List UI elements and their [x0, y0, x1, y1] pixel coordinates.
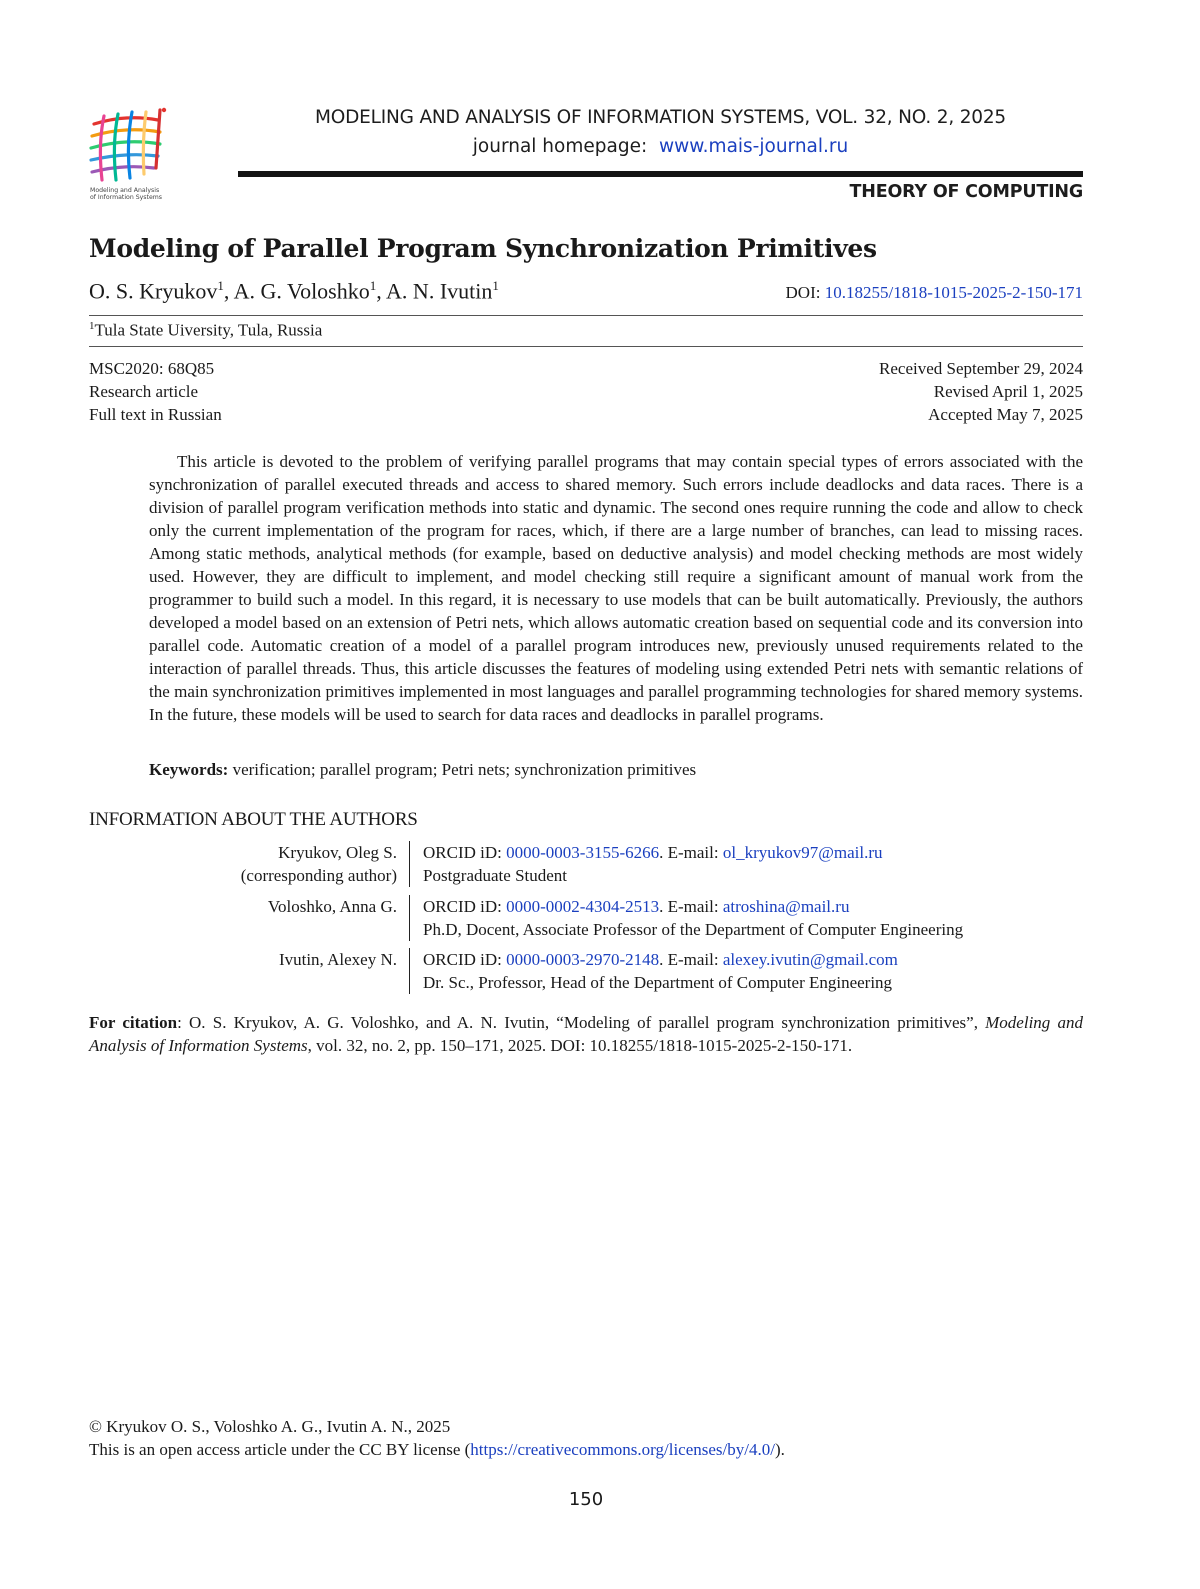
keywords: [149, 760, 696, 780]
keywords-label: Keywords:: [149, 760, 229, 779]
author-position: Postgraduate Student: [423, 866, 568, 885]
citation-text: : O. S. Kryukov, A. G. Voloshko, and A. N. Ivutin, “Modeling of parallel program synchronization primitives”,: [177, 1013, 986, 1032]
orcid-link[interactable]: 0000-0003-3155-6266: [506, 843, 660, 862]
license-text: This is an open access article under the CC BY license (: [89, 1440, 471, 1459]
author-info-name: Voloshko, Anna G.: [267, 897, 397, 916]
email-label: E-mail:: [667, 843, 719, 862]
email-label: E-mail:: [667, 950, 719, 969]
msc-code: MSC2020: 68Q85: [89, 359, 215, 378]
author-contacts: ORCID iD: 0000-0003-3155-6266. E-mail: ol_kryukov97@mail.ru: [423, 843, 883, 862]
orcid-link[interactable]: 0000-0003-2970-2148: [506, 950, 660, 969]
author-separator: ,: [223, 278, 234, 304]
journal-logo-graphic: [86, 104, 172, 202]
email-label: E-mail:: [667, 897, 719, 916]
revised-date: Revised April 1, 2025: [933, 382, 1083, 401]
author-position: Dr. Sc., Professor, Head of the Department of Computer Engineering: [423, 973, 893, 992]
author-affiliation-sup: 1: [217, 278, 224, 293]
citation-journal: Modeling and Analysis of Information Systems: [89, 1013, 1083, 1055]
homepage-label: journal homepage:: [472, 136, 648, 157]
author-info-note: (corresponding author): [240, 866, 397, 885]
divider: [89, 346, 1083, 347]
author-separator: ,: [376, 278, 387, 304]
author-contacts: ORCID iD: 0000-0003-2970-2148. E-mail: alexey.ivutin@gmail.com: [423, 950, 898, 969]
author-position: Ph.D, Docent, Associate Professor of the Department of Computer Engineering: [423, 920, 964, 939]
email-link[interactable]: ol_kryukov97@mail.ru: [722, 843, 883, 862]
author-contacts: ORCID iD: 0000-0002-4304-2513. E-mail: atroshina@mail.ru: [423, 897, 850, 916]
author-info-entry: [89, 948, 1083, 994]
copyright-notice: [89, 1415, 785, 1461]
email-link[interactable]: alexey.ivutin@gmail.com: [722, 950, 898, 969]
author-info-bar: [409, 841, 410, 887]
citation-details: , vol. 32, no. 2, pp. 150–171, 2025. DOI: 10.18255/1818-1015-2025-2-150-171.: [307, 1036, 853, 1055]
doi-label: DOI:: [785, 283, 821, 302]
doi-line: [786, 283, 1083, 303]
affiliation-sup: 1: [89, 320, 95, 332]
author-affiliation-sup: 1: [369, 278, 377, 293]
received-date: Received September 29, 2024: [879, 359, 1083, 378]
article-dates: [879, 357, 1083, 426]
authors-info-heading: INFORMATION ABOUT THE AUTHORS: [89, 809, 418, 830]
author-name: A. N. Ivutin: [386, 278, 493, 304]
affiliation: [89, 320, 322, 341]
divider: [89, 315, 1083, 316]
logo-caption-line1: Modeling and Analysis: [90, 187, 160, 194]
page-number: 150: [568, 1489, 604, 1510]
author-info-entry: [89, 841, 1083, 887]
author-list: [89, 278, 499, 304]
author-info-entry: [89, 895, 1083, 941]
orcid-link[interactable]: 0000-0002-4304-2513: [506, 897, 660, 916]
article-meta-left: [89, 357, 222, 426]
author-info-bar: [409, 948, 410, 994]
orcid-label: ORCID iD:: [423, 843, 502, 862]
license-link[interactable]: https://creativecommons.org/licenses/by/4.0/: [470, 1440, 775, 1459]
license-close: ).: [774, 1440, 785, 1459]
email-link[interactable]: atroshina@mail.ru: [722, 897, 850, 916]
license-line: [89, 1438, 785, 1461]
logo-caption-line2: of Information Systems: [90, 194, 163, 201]
author-name: O. S. Kryukov: [89, 278, 218, 304]
author-info-bar: [409, 895, 410, 941]
abstract: This article is devoted to the problem of verifying parallel programs that may contain special types of errors associated with the synchronization of parallel executed threads and access to shared memory. Such errors include deadlocks and data races. There is a division of parallel program verification methods into static and dynamic. The second ones require running the code and allow to check only the current implementation of the program for races, which, if there are a large number of branches, can lead to missing races. Among static methods, analytical methods (for example, based on deductive analysis) and model checking methods are most widely used. However, they are difficult to implement, and model checking still require a significant amount of manual work from the programmer to build such a model. In this regard, it is necessary to use models that can be built automatically. Previously, the authors developed a model based on an extension of Petri nets, which allows automatic creation based on sequential code and its conversion into parallel code. Automatic creation of a model of a parallel program introduces new, previously unused requirements related to the interaction of parallel threads. Thus, this article discusses the features of modeling using extended Petri nets with semantic relations of the main synchronization primitives implemented in most languages and parallel programming technologies for shared memory systems. In the future, these models will be used to search for data races and deadlocks in parallel programs.: [149, 452, 1083, 724]
keywords-text: verification; parallel program; Petri nets; synchronization primitives: [232, 760, 697, 779]
author-info-name: Ivutin, Alexey N.: [278, 950, 397, 969]
section-label: THEORY OF COMPUTING: [849, 182, 1083, 202]
homepage-link[interactable]: www.mais-journal.ru: [658, 136, 849, 157]
journal-title-line: MODELING AND ANALYSIS OF INFORMATION SYSTEMS, VOL. 32, NO. 2, 2025: [314, 107, 1006, 128]
copyright-line: © Kryukov O. S., Voloshko A. G., Ivutin A. N., 2025: [89, 1417, 451, 1436]
affiliation-text: Tula State Uiversity, Tula, Russia: [94, 320, 323, 340]
orcid-label: ORCID iD:: [423, 950, 502, 969]
doi-link[interactable]: 10.18255/1818-1015-2025-2-150-171: [824, 283, 1083, 302]
full-text-language: Full text in Russian: [89, 405, 222, 424]
accepted-date: Accepted May 7, 2025: [928, 405, 1083, 424]
header-rule: [238, 171, 1083, 177]
author-name: A. G. Voloshko: [233, 278, 370, 304]
article-title: Modeling of Parallel Program Synchronization Primitives: [89, 234, 877, 263]
journal-homepage-line: [238, 136, 1083, 157]
author-info-name: Kryukov, Oleg S.: [278, 843, 397, 862]
citation: [89, 1011, 1083, 1057]
citation-label: For citation: [89, 1013, 178, 1032]
orcid-label: ORCID iD:: [423, 897, 502, 916]
journal-logo: [86, 104, 172, 202]
author-affiliation-sup: 1: [492, 278, 499, 293]
article-type: Research article: [89, 382, 199, 401]
